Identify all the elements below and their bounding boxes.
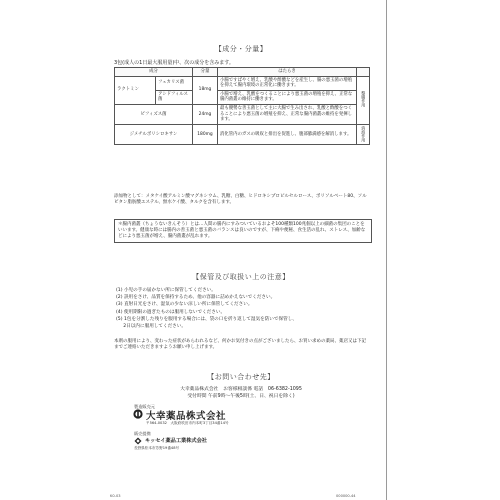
package-insert-panel <box>110 0 372 500</box>
tag-intestinal <box>357 76 370 124</box>
contact-phone: 大幸薬品株式会社 お客様相談係 電話 06-6382-1095 <box>180 387 302 392</box>
contact-title: 【お問い合わせ先】 <box>207 373 275 381</box>
amount-lactomin: 18mg <box>193 76 218 104</box>
ingredient-faecalis: フェカリス菌 <box>156 76 193 90</box>
caution-item: (5) 1包を分割した残りを服用する場合には、袋の口を折り返して湿気を防いで保管し、 <box>116 316 297 322</box>
amount-bifidus: 24mg <box>193 104 218 124</box>
caution-item: 2日以内に服用してください。 <box>116 324 186 330</box>
maker-label: 製造販売元 <box>134 404 155 409</box>
header-amount: 分量 <box>193 68 218 77</box>
ingredient-bifidus: ビフィズス菌 <box>115 104 193 124</box>
table-row <box>115 104 370 124</box>
caution-item: (4) 使用期限の過ぎたものは服用しないでください。 <box>116 309 226 315</box>
additives-text: 添加物として：メタケイ酸アルミン酸マグネシウム、乳糖、白糖、ヒドロキシプロピルセルロース、ポリソルベート80、ソルビタン脂肪酸エステル、無水ケイ酸、タルクを含有します。 <box>114 194 367 205</box>
contact-info <box>110 386 372 400</box>
function-faecalis: 小腸ですばやく増え、乳酸や酢酸などを産生し、腸の悪玉菌の増殖を抑えて腸内環境の正常化に働きます。 <box>218 76 357 90</box>
composition-table <box>114 67 370 145</box>
function-bifidus: 最も優勢な善玉菌として主に大腸で生み出され、乳酸と酢酸をつくることにより悪玉菌の増殖を抑え、正常な腸内菌叢の維持を発揮します。 <box>218 104 357 124</box>
ingredient-dimethicone: ジメチルポリシロキサン <box>115 124 193 145</box>
seller-label: 販売提携 <box>134 431 151 436</box>
table-row <box>115 124 370 145</box>
tag-antifoam <box>357 124 370 145</box>
fold-line <box>386 0 387 500</box>
maker-name: 大幸薬品株式会社 <box>146 411 227 422</box>
seller-name: キッセイ薬品工業株式会社 <box>145 438 207 444</box>
tag-intestinal-text: 整腸作用 <box>361 91 367 108</box>
table-row <box>115 76 370 90</box>
header-ingredient: 成分 <box>115 68 193 77</box>
ingredient-lactomin: ラクトミン <box>115 76 156 104</box>
print-code-left: K0-03 <box>110 494 121 498</box>
tag-antifoam-text: 消泡作用 <box>361 125 367 142</box>
function-acidophilus: 小腸で増え、乳酸をつくることにより悪玉菌の増殖を抑え、正常な腸内菌叢の維持に働きます。 <box>218 90 357 104</box>
ingredient-acidophilus: アシドフィルス菌 <box>156 90 193 104</box>
header-tag <box>357 68 370 77</box>
print-code-right: 000000-44 <box>336 494 356 498</box>
header-function: はたらき <box>218 68 357 77</box>
table-header-row <box>115 68 370 77</box>
contact-notice: 本剤の服用により、変わった症状があらわれるなど、何かお気付きの点がございましたら、お買い求めの薬局、薬店又は下記までご連絡いただきますようお願い申し上げます。 <box>114 339 366 351</box>
composition-intro: 3包(成人の1日最大服用量)中、次の成分を含みます。 <box>114 60 234 66</box>
contact-hours: 受付時間 午前9時〜午後5時(土、日、祝日を除く) <box>187 394 295 399</box>
kissei-logo-icon <box>134 437 142 445</box>
caution-item: (3) 直射日光をさけ、湿気の少ない涼しい所に保管してください。 <box>116 302 253 308</box>
maker-address: 〒564-0032 大阪府吹田市内本町3丁目34番14号 <box>146 421 229 425</box>
function-dimethicone: 消化管内のガスの吸収と排出を促進し、腹部膨満感を解消します。 <box>218 124 357 145</box>
intestinal-flora-note: ＊腸内菌叢（ちょうないきんそう）とは…人間の腸内にすみついているおよそ100種類100兆個以上の細菌の集団のことをいいます。健康な時には腸内の善玉菌と悪玉菌のバランスは良いのですが、下痢や便秘、食生活の乱れ、ストレス、加齢などにより悪玉菌が増え、腸内菌叢が乱れます。 <box>114 219 372 243</box>
seller-address: 長野県松本市芳野19番48号 <box>134 446 180 450</box>
taiko-logo-icon <box>133 409 143 419</box>
caution-list <box>116 287 368 330</box>
caution-title: 【保管及び取扱い上の注意】 <box>192 273 290 281</box>
caution-item: (1) 小児の手の届かない所に保管してください。 <box>116 288 216 293</box>
amount-dimethicone: 180mg <box>193 124 218 145</box>
composition-title: 【成分・分量】 <box>214 45 268 53</box>
caution-item: (2) 誤用をさけ、品質を保持するため、他の容器に詰めかえないでください。 <box>116 295 276 301</box>
